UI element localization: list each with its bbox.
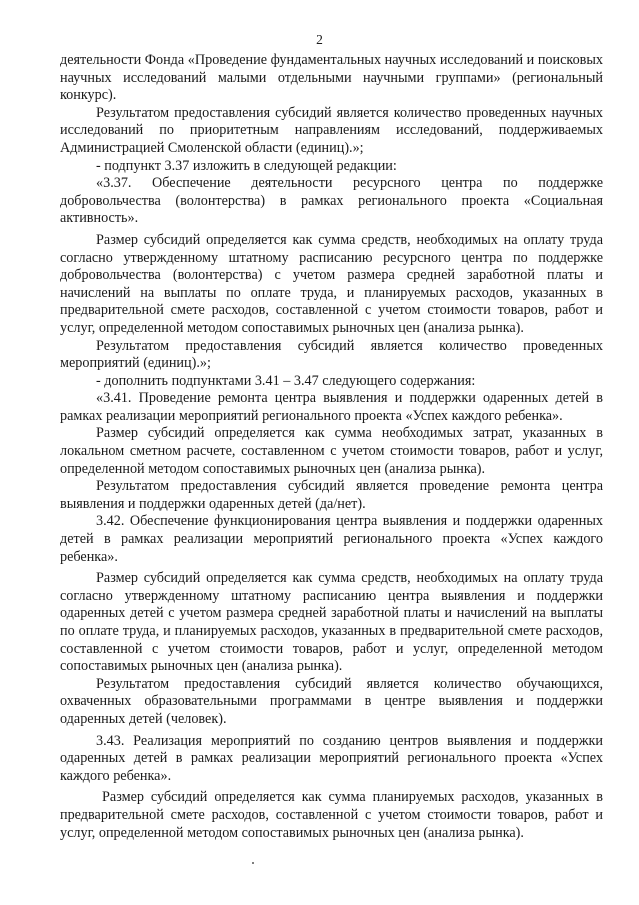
paragraph: 3.43. Реализация мероприятий по созданию центров выявления и поддержки одаренных детей в рамках реализации мероприятий регионального проекта «Успех каждого ребенка». — [60, 732, 603, 784]
paragraph: «3.37. Обеспечение деятельности ресурсного центра по поддержке добровольчества (волонтерства) в рамках регионального проекта «Социальная активность». — [60, 175, 603, 227]
paragraph: Размер субсидий определяется как сумма планируемых расходов, указанных в предварительной смете расходов, составленной с учетом стоимости товаров, работ и услуг, определенной методом сопоставимых рыночных цен (анализа рынка). — [60, 789, 603, 841]
paragraph: деятельности Фонда «Проведение фундаментальных научных исследований и поисковых научных исследований малыми отдельными научными группами» (региональный конкурс). — [60, 52, 603, 104]
document-body — [60, 52, 603, 842]
paragraph: 3.42. Обеспечение функционирования центра выявления и поддержки одаренных детей в рамках реализации мероприятий регионального проекта «Успех каждого ребенка». — [60, 513, 603, 565]
paragraph: Размер субсидий определяется как сумма необходимых затрат, указанных в локальном сметном расчете, составленном с учетом стоимости товаров, работ и услуг, определенной методом сопоставимых рыночных цен (анализа рынка). — [60, 425, 603, 477]
paragraph: Результатом предоставления субсидий является проведение ремонта центра выявления и поддержки одаренных детей (да/нет). — [60, 478, 603, 512]
paragraph: Размер субсидий определяется как сумма средств, необходимых на оплату труда согласно утвержденному штатному расписанию ресурсного центра по поддержке добровольчества (волонтерства) с учетом размера средней заработной платы и начислений на выплаты по оплате труда, и планируемых расходов, указанных в предварительной смете расходов, составленной с учетом стоимости товаров, работ и услуг, определенной методом сопоставимых рыночных цен (анализа рынка). — [60, 231, 603, 336]
paragraph: Размер субсидий определяется как сумма средств, необходимых на оплату труда согласно утвержденному штатному расписанию центра выявления и поддержки одаренных детей с учетом размера средней заработной платы и начислений на выплаты по оплате труда, и планируемых расходов, указанных в предварительной смете расходов, составленной с учетом стоимости товаров, работ и услуг, определенной методом сопоставимых рыночных цен (анализа рынка). — [60, 570, 603, 675]
page-number: 2 — [316, 32, 323, 47]
paragraph: - подпункт 3.37 изложить в следующей редакции: — [96, 157, 397, 174]
paragraph: Результатом предоставления субсидий является количество проведенных мероприятий (единиц).»; — [60, 337, 603, 372]
paragraph: «3.41. Проведение ремонта центра выявления и поддержки одаренных детей в рамках реализации мероприятий регионального проекта «Успех каждого ребенка». — [60, 390, 603, 424]
paragraph: Результатом предоставления субсидий является количество проведенных научных исследований по приоритетным направлениям исследований, поддерживаемых Администрацией Смоленской области (единиц).»; — [60, 104, 603, 156]
scan-speck — [252, 862, 254, 864]
paragraph: - дополнить подпунктами 3.41 – 3.47 следующего содержания: — [96, 372, 476, 389]
paragraph: Результатом предоставления субсидий является количество обучающихся, охваченных образовательными программами в центре выявления и поддержки одаренных детей (человек). — [60, 675, 603, 727]
